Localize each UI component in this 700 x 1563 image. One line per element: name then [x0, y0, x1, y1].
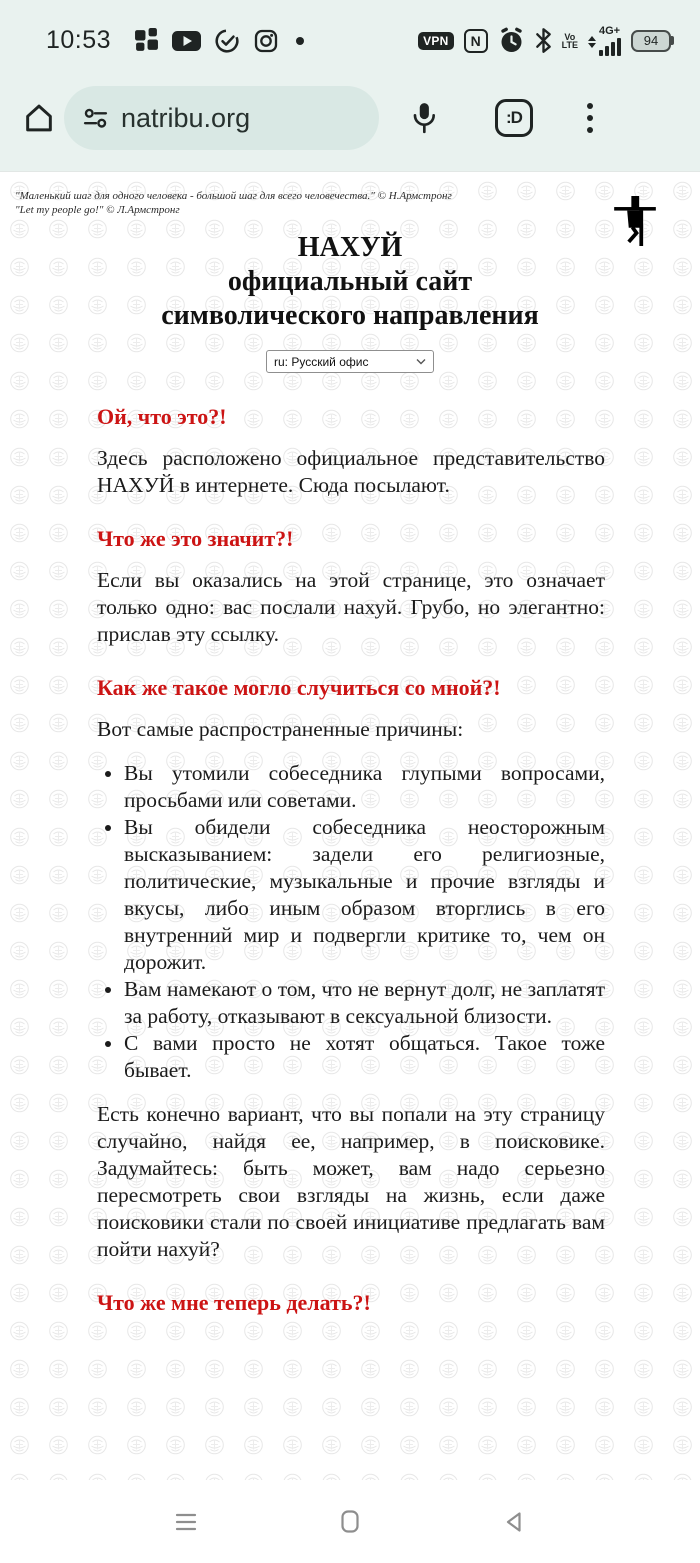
page-title: [0, 231, 700, 333]
list-item: • Вам намекают о том, что не вернут долг, не заплатят за работу, отказывают в сексуальной близости.: [124, 976, 605, 1030]
nfc-icon: N: [464, 29, 488, 53]
voice-search-button[interactable]: [409, 101, 439, 135]
browser-menu-button[interactable]: [587, 103, 593, 133]
article-body: [0, 403, 700, 1316]
menu-dot: [587, 127, 593, 133]
language-select-value: ru: Русский офис: [274, 354, 369, 369]
list-item: • С вами просто не хотят общаться. Такое тоже бывает.: [124, 1030, 605, 1084]
paragraph-2: Если вы оказались на этой странице, это означает только одно: вас послали нахуй. Грубо, но элегантно: прислав эту ссылку.: [97, 568, 605, 646]
battery-tip: [671, 36, 674, 45]
list-item: • Вы утомили собеседника глупыми вопросами, просьбами или советами.: [124, 760, 605, 814]
title-line-2: официальный сайт: [227, 266, 473, 297]
notification-dot-icon: [296, 37, 304, 45]
paragraph-3: Вот самые распространенные причины:: [97, 717, 464, 741]
list-item: • Вы обидели собеседника неосторожным высказыванием: задели его религиозные, политические, музыкальные и прочие взгляды и вкусы, либо иным образом вторглись в его внутренний мир и подвергли критике то, чем он дорожит.: [124, 814, 605, 976]
tune-icon: [82, 105, 109, 132]
app-grid-icon: [134, 28, 159, 53]
menu-dot: [587, 103, 593, 109]
instagram-icon: [253, 28, 279, 54]
section-heading-1: Ой, что это?!: [97, 404, 227, 429]
browser-toolbar: [0, 75, 700, 172]
volte-line2: LTE: [561, 39, 578, 50]
alarm-clock-icon: [498, 27, 525, 54]
recents-menu-icon: [174, 1511, 198, 1533]
title-line-3: символического направления: [161, 300, 539, 331]
url-text: natribu.org: [121, 102, 251, 133]
page-content: [0, 172, 700, 1480]
volte-line1: Vo: [564, 31, 576, 42]
home-icon: [22, 101, 56, 135]
bluetooth-icon: [535, 27, 552, 54]
direction-figure-logo: [614, 196, 656, 246]
back-triangle-icon: [503, 1510, 525, 1534]
nav-home-button[interactable]: [338, 1509, 362, 1535]
battery-icon: [631, 30, 674, 52]
section-heading-4: Что же мне теперь делать?!: [97, 1290, 371, 1315]
paragraph-4: Есть конечно вариант, что вы попали на эту страницу случайно, найдя ее, например, в поисковике. Задумайтесь: быть может, вам надо серьезно пересмотреть свои взгляды на жизнь, если даже поисковики стали по своей инициативе предлагать вам пойти нахуй?: [97, 1102, 605, 1261]
vpn-badge: VPN: [418, 32, 454, 50]
epigraph-line-1: "Маленький шаг для одного человека - большой шаг для всего человечества." © Н.Армстронг: [15, 190, 452, 202]
battery-percent: 94: [631, 30, 671, 52]
paragraph-1: Здесь расположено официальное представительство НАХУЙ в интернете. Сюда посылают.: [97, 446, 605, 497]
youtube-icon: [172, 30, 201, 52]
chevron-down-icon: [416, 358, 426, 365]
menu-dot: [587, 115, 593, 121]
language-select[interactable]: [266, 350, 434, 373]
status-right-icons: [418, 26, 674, 56]
nav-recents-button[interactable]: [174, 1511, 198, 1533]
title-line-1: НАХУЙ: [297, 232, 403, 263]
home-button[interactable]: [22, 101, 56, 135]
android-nav-bar: [0, 1480, 700, 1563]
notification-icons: [134, 28, 304, 54]
nav-back-button[interactable]: [502, 1510, 526, 1534]
microphone-icon: [409, 101, 439, 135]
signal-bars-icon: [599, 38, 621, 56]
check-circle-icon: [214, 28, 240, 54]
address-bar[interactable]: [64, 86, 379, 150]
network-type-label: 4G+: [599, 24, 621, 37]
epigraph-line-2: "Let my people go!" © Л.Армстронг: [15, 203, 180, 216]
volte-icon: [562, 33, 578, 49]
home-pill-icon: [338, 1509, 362, 1535]
epigraph: [15, 190, 700, 217]
status-time: 10:53: [46, 26, 112, 54]
data-arrows-icon: [588, 36, 596, 48]
status-bar: [0, 0, 700, 75]
section-heading-2: Что же это значит?!: [97, 526, 294, 551]
section-heading-3: Как же такое могло случиться со мной?!: [97, 675, 501, 700]
tab-switcher-button[interactable]: :D: [495, 99, 533, 137]
reasons-list: [97, 760, 605, 1084]
signal-icon: [588, 26, 621, 56]
